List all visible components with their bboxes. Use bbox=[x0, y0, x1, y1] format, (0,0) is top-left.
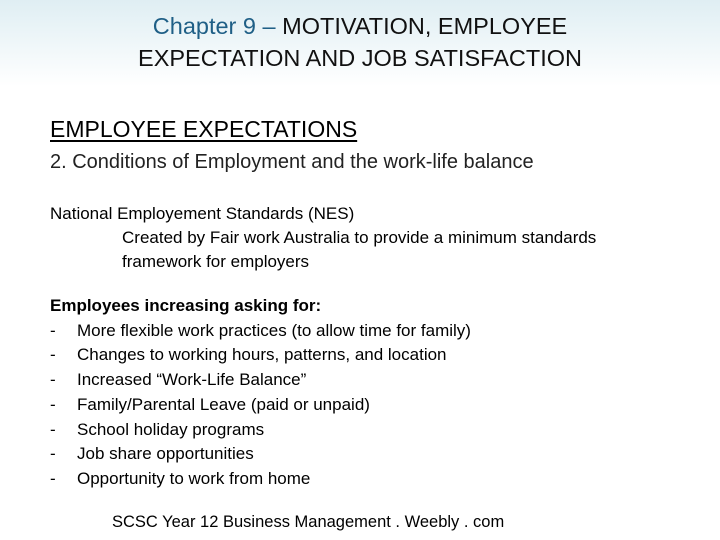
list-item-text: Changes to working hours, patterns, and location bbox=[77, 345, 447, 365]
title-chapter: Chapter 9 – bbox=[152, 13, 276, 39]
list-item-text: Job share opportunities bbox=[77, 444, 254, 464]
list-item-text: Increased “Work-Life Balance” bbox=[77, 370, 307, 390]
footer-text: SCSC Year 12 Business Management . Weebly . com bbox=[112, 513, 505, 531]
list-item bbox=[50, 418, 471, 443]
title-line-1-rest: MOTIVATION, EMPLOYEE bbox=[282, 13, 568, 39]
list-item-text: Family/Parental Leave (paid or unpaid) bbox=[77, 394, 370, 414]
requests-list bbox=[50, 319, 471, 492]
dash-bullet: - bbox=[50, 320, 56, 340]
requests-heading: Employees increasing asking for: bbox=[50, 296, 322, 315]
list-item-text: School holiday programs bbox=[77, 419, 265, 439]
dash-bullet: - bbox=[50, 394, 56, 414]
nes-block bbox=[50, 202, 602, 274]
slide-title bbox=[40, 10, 680, 74]
section-subheading: 2. Conditions of Employment and the work-life balance bbox=[50, 151, 534, 173]
section-heading: EMPLOYEE EXPECTATIONS bbox=[50, 116, 358, 142]
list-item bbox=[50, 319, 471, 344]
list-item bbox=[50, 368, 471, 393]
dash-bullet: - bbox=[50, 468, 56, 488]
list-item-text: Opportunity to work from home bbox=[77, 468, 311, 488]
list-item bbox=[50, 343, 471, 368]
list-item bbox=[50, 442, 471, 467]
requests-block bbox=[50, 294, 471, 492]
title-line-2: EXPECTATION AND JOB SATISFACTION bbox=[138, 45, 582, 71]
list-item bbox=[50, 467, 471, 492]
dash-bullet: - bbox=[50, 345, 56, 365]
dash-bullet: - bbox=[50, 444, 56, 464]
list-item bbox=[50, 393, 471, 418]
dash-bullet: - bbox=[50, 370, 56, 390]
nes-title: National Employement Standards (NES) bbox=[50, 204, 355, 223]
list-item-text: More flexible work practices (to allow time for family) bbox=[77, 320, 471, 340]
dash-bullet: - bbox=[50, 419, 56, 439]
title-line-1 bbox=[40, 10, 680, 42]
nes-description: Created by Fair work Australia to provide a minimum standards framework for employers bbox=[122, 228, 597, 271]
